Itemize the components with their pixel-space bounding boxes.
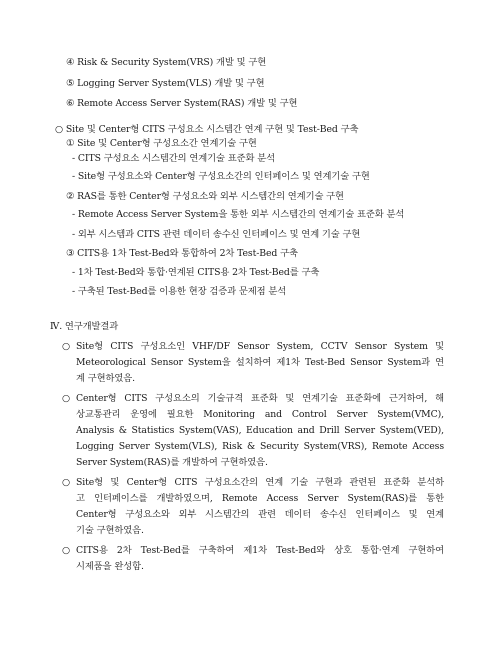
results-paragraph-3 (62, 477, 444, 541)
subitem-1-title (66, 138, 257, 150)
bullet-circle: ○ (62, 545, 71, 556)
item-text: Remote Access Server System(RAS) 개발 및 구현 (77, 98, 298, 109)
item-4 (66, 57, 266, 69)
subitem-number: ③ (66, 248, 75, 259)
subitem-2-line-2: - 외부 시스템과 CITS 관련 데이터 송수신 인터페이스 및 연계 기술 구현 (72, 229, 361, 240)
paragraph-line: 상교통관리 운영에 필요한 Monitoring and Control Server System(VMC), (76, 409, 444, 420)
item-text: Risk & Security System(VRS) 개발 및 구현 (77, 57, 267, 68)
item-number: ⑤ (66, 78, 75, 89)
paragraph-line: Analysis & Statistics System(VAS), Education and Drill Server System(VED), (76, 425, 444, 436)
subitem-3-line-2: - 구축된 Test-Bed를 이용한 현장 검증과 문제점 분석 (72, 286, 287, 297)
paragraph-line: Meteorological Sensor System을 설치하여 제1차 Test-Bed Sensor System과 연 (76, 357, 444, 368)
section-heading (55, 124, 358, 136)
item-6 (66, 98, 297, 110)
bullet-circle: ○ (62, 341, 71, 352)
item-text: Logging Server System(VLS) 개발 및 구현 (77, 78, 265, 89)
paragraph-line: Center형 CITS 구성요소의 기술규격 표준화 및 연계기술 표준화에 근거하여, 해 (76, 393, 444, 404)
section-heading-text: Site 및 Center형 CITS 구성요소 시스템간 연계 구현 및 Test-Bed 구축 (65, 124, 359, 135)
bullet-circle: ○ (55, 124, 64, 135)
subitem-1-line-1: - CITS 구성요소 시스템간의 연계기술 표준화 분석 (72, 153, 275, 164)
item-number: ④ (66, 57, 75, 68)
results-heading: Ⅳ. 연구개발결과 (50, 321, 119, 332)
paragraph-line: 시제품을 완성함. (76, 561, 144, 572)
subitem-3-line-1: - 1차 Test-Bed와 통합·연계된 CITS용 2차 Test-Bed를 구축 (72, 267, 320, 278)
paragraph-line: Site형 CITS 구성요소인 VHF/DF Sensor System, CCTV Sensor System 및 (76, 341, 444, 352)
results-paragraph-4 (62, 545, 444, 577)
subitem-title-text: CITS용 1차 Test-Bed와 통합하여 2차 Test-Bed 구축 (77, 248, 298, 259)
subitem-3-title (66, 248, 298, 260)
subitem-2-title (66, 191, 344, 203)
results-paragraph-2 (62, 393, 444, 473)
bullet-circle: ○ (62, 477, 71, 488)
paragraph-line: Server System(RAS)를 개발하여 구현하였음. (76, 457, 268, 468)
paragraph-line: CITS용 2차 Test-Bed를 구축하여 제1차 Test-Bed와 상호 통합·연계 구현하여 (76, 545, 444, 556)
paragraph-line: Site형 및 Center형 CITS 구성요소간의 연계 기술 구현과 관련된 표준화 분석하 (76, 477, 444, 488)
paragraph-line: Logging Server System(VLS), Risk & Security System(VRS), Remote Access (76, 441, 444, 452)
item-number: ⑥ (66, 98, 75, 109)
paragraph-line: 고 인터페이스를 개발하였으며, Remote Access Server System(RAS)를 통한 (76, 493, 444, 504)
subitem-2-line-1: - Remote Access Server System을 통한 외부 시스템간의 연계기술 표준화 분석 (72, 209, 405, 220)
subitem-number: ① (66, 138, 75, 149)
item-5 (66, 78, 264, 90)
results-paragraph-1 (62, 341, 444, 384)
paragraph-line: 기술 구현하였음. (76, 525, 144, 536)
paragraph-line: Center형 구성요소와 외부 시스템간의 관련 데이터 송수신 인터페이스 및 연계 (76, 509, 444, 520)
subitem-number: ② (66, 191, 75, 202)
paragraph-line: 계 구현하였음. (76, 373, 135, 384)
subitem-1-line-2: - Site형 구성요소와 Center형 구성요소간의 인터페이스 및 연계기술 구현 (72, 171, 370, 182)
subitem-title-text: Site 및 Center형 구성요소간 연계기술 구현 (77, 138, 257, 149)
subitem-title-text: RAS를 통한 Center형 구성요소와 외부 시스템간의 연계기술 구현 (77, 191, 344, 202)
bullet-circle: ○ (62, 393, 71, 404)
